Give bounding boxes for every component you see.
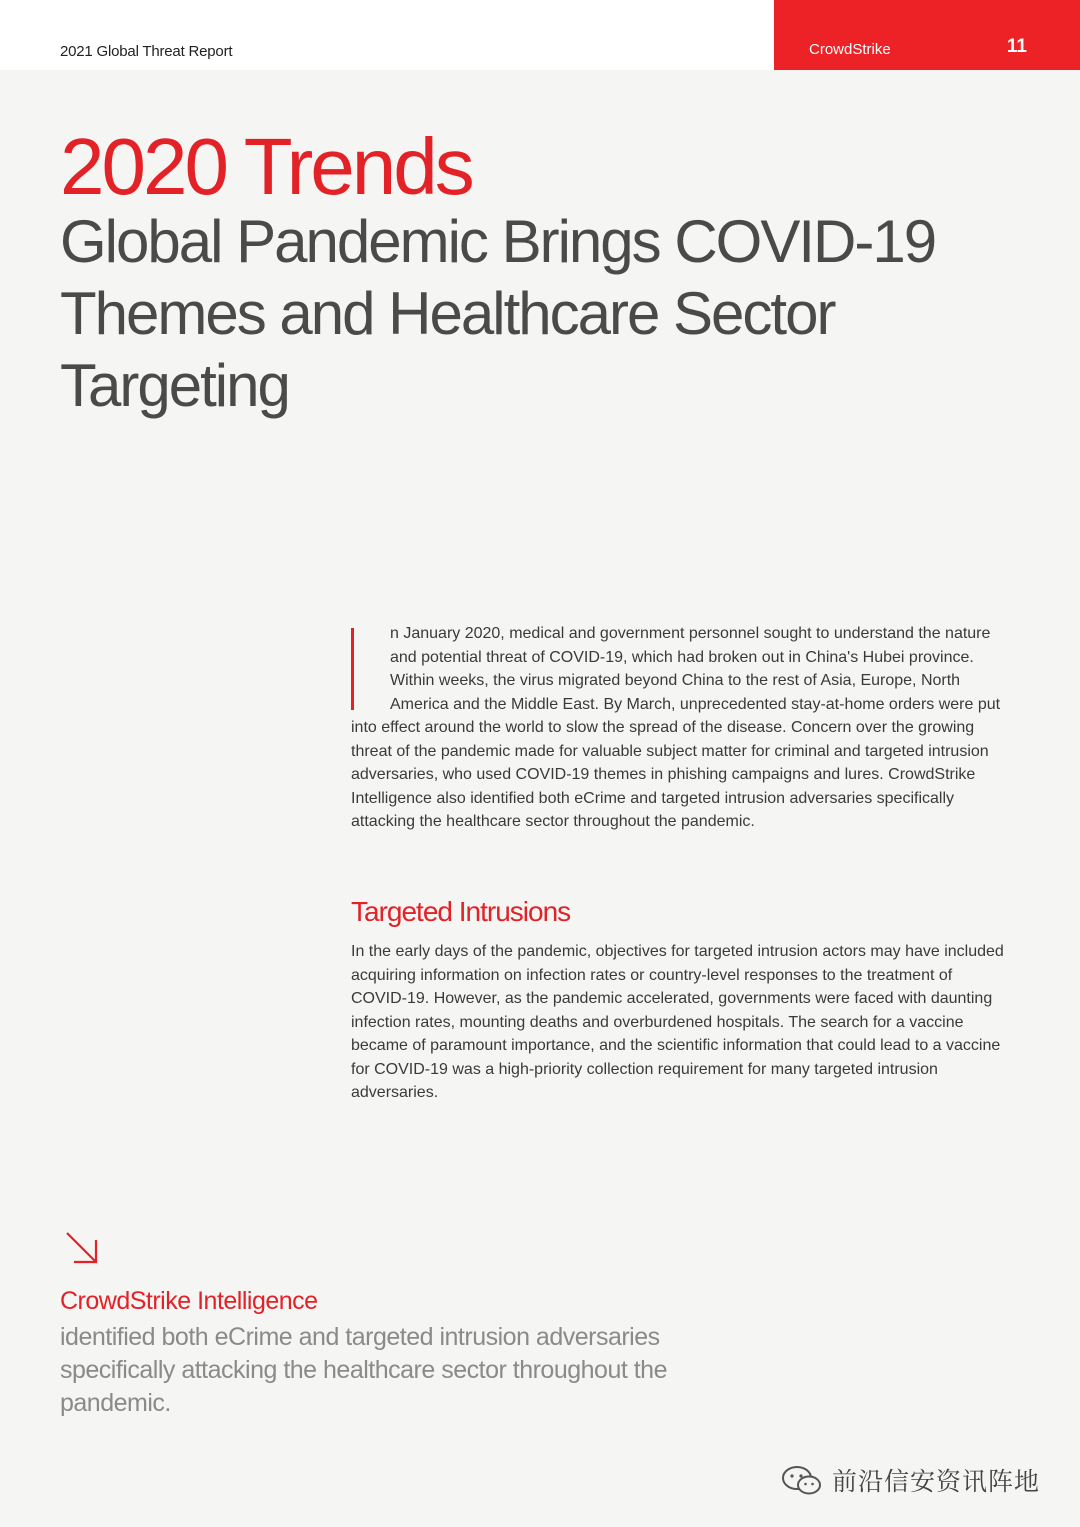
section-body: In the early days of the pandemic, objectives for targeted intrusion actors may have included acquiring information on infection rates or country-level responses to the treatment of COVID-19. However, as the pandemic accelerated, governments were faced with daunting infection rates, mounting deaths and overburdened hospitals. The search for a vaccine became of paramount importance, and the scientific information that could lead to a vaccine for COVID-19 was a high-priority collection requirement for many targeted intrusion adversaries. — [351, 943, 1004, 1101]
wechat-icon — [780, 1463, 824, 1497]
intro-text: n January 2020, medical and government personnel sought to understand the nature and potential threat of COVID-19, which had broken out in China's Hubei province. Within weeks, the virus migrated beyond China to the rest of Asia, Europe, North America and the Middle East. By March, unprecedented stay-at-home orders were put into effect around the world to slow the spread of the disease. Concern over the growing threat of the pandemic made for valuable subject matter for criminal and targeted intrusion adversaries, who used COVID-19 themes in phishing campaigns and lures. CrowdStrike Intelligence also identified both eCrime and targeted intrusion adversaries specifically attacking the healthcare sector throughout the pandemic. — [351, 625, 1001, 830]
page-headline: 2020 Trends — [60, 122, 472, 211]
intro-paragraph — [351, 622, 1011, 834]
callout-title: CrowdStrike Intelligence — [60, 1287, 318, 1315]
dropcap-bar — [351, 628, 354, 710]
page-number: 11 — [1006, 36, 1027, 57]
callout-body: identified both eCrime and targeted intrusion adversaries specifically attacking the healthcare sector throughout the pandemic. — [60, 1323, 667, 1417]
brand-name: CrowdStrike — [809, 41, 891, 58]
page-header — [0, 0, 1080, 70]
section-heading: Targeted Intrusions — [351, 896, 571, 927]
arrow-down-right-icon — [62, 1228, 102, 1268]
watermark-text: 前沿信安资讯阵地 — [832, 1467, 1041, 1496]
report-title: 2021 Global Threat Report — [60, 43, 233, 60]
page-subtitle: Global Pandemic Brings COVID-19 Themes and Healthcare Sector Targeting — [60, 208, 936, 419]
watermark — [780, 1460, 1040, 1500]
brand-block — [774, 0, 1080, 70]
